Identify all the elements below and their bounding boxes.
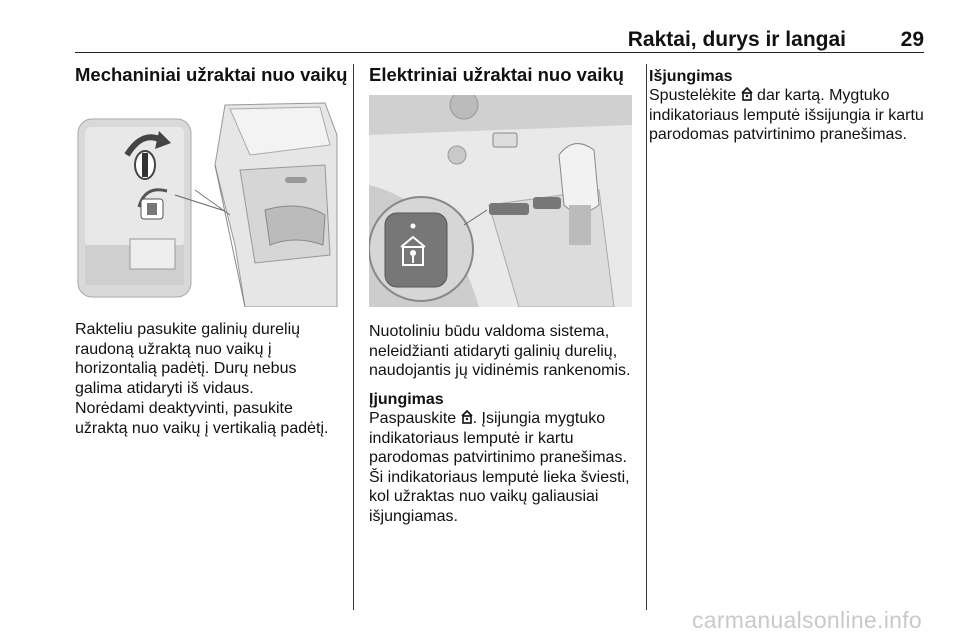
middle-heading: Elektriniai užraktai nuo vaikų — [369, 64, 624, 85]
console-button-illustration — [369, 95, 632, 307]
deactivation-text-start: Spustelėkite — [649, 87, 741, 104]
watermark: carmanualsonline.info — [691, 607, 922, 633]
middle-column — [369, 64, 634, 86]
middle-para1-text: Nuotoliniu būdu valdoma sistema, neleidžianti atidaryti galinių durelių, naudojantis jų vidinėmis rankenomis. — [369, 323, 631, 379]
activation-heading: Įjungimas — [369, 391, 444, 408]
page-header — [75, 26, 924, 53]
middle-paragraph-2 — [369, 409, 644, 526]
middle-paragraph-1 — [369, 322, 644, 381]
right-paragraph — [649, 86, 924, 145]
right-subheading — [649, 67, 733, 86]
left-paragraph-2 — [75, 399, 345, 438]
middle-subheading — [369, 390, 444, 409]
column-divider — [353, 64, 354, 610]
column-divider — [646, 64, 647, 610]
left-column — [75, 64, 348, 86]
activation-text-start: Paspauskite — [369, 410, 461, 427]
deactivation-heading: Išjungimas — [649, 68, 733, 85]
page-number: 29 — [900, 28, 924, 51]
door-child-lock-illustration — [75, 95, 339, 307]
activation-text-end: . Įsijungia mygtuko indikatoriaus lemputė ir kartu parodomas patvirtinimo pranešimas. Ši indikatoriaus lemputė lieka šviesti, kol užraktas nuo vaikų galiausiai išjungiamas. — [369, 410, 630, 525]
left-para1-text: Rakteliu pasukite galinių durelių raudoną užraktą nuo vaikų į horizontalią padėtį. Durų nebus galima atidaryti iš vidaus. — [75, 321, 301, 397]
left-paragraph-1 — [75, 320, 345, 398]
left-para2-text: Norėdami deaktyvinti, pasukite užraktą nuo vaikų į vertikalią padėtį. — [75, 400, 329, 437]
left-heading: Mechaniniai užraktai nuo vaikų — [75, 64, 348, 85]
child-lock-icon — [741, 87, 753, 101]
section-title: Raktai, durys ir langai — [627, 28, 846, 51]
child-lock-icon — [461, 410, 473, 424]
deactivation-text — [649, 86, 924, 145]
deactivation-text-end: dar kartą. Mygtuko indikatoriaus lemputė išsijungia ir kartu parodomas patvirtinimo pranešimas. — [649, 87, 924, 143]
activation-text — [369, 409, 644, 526]
